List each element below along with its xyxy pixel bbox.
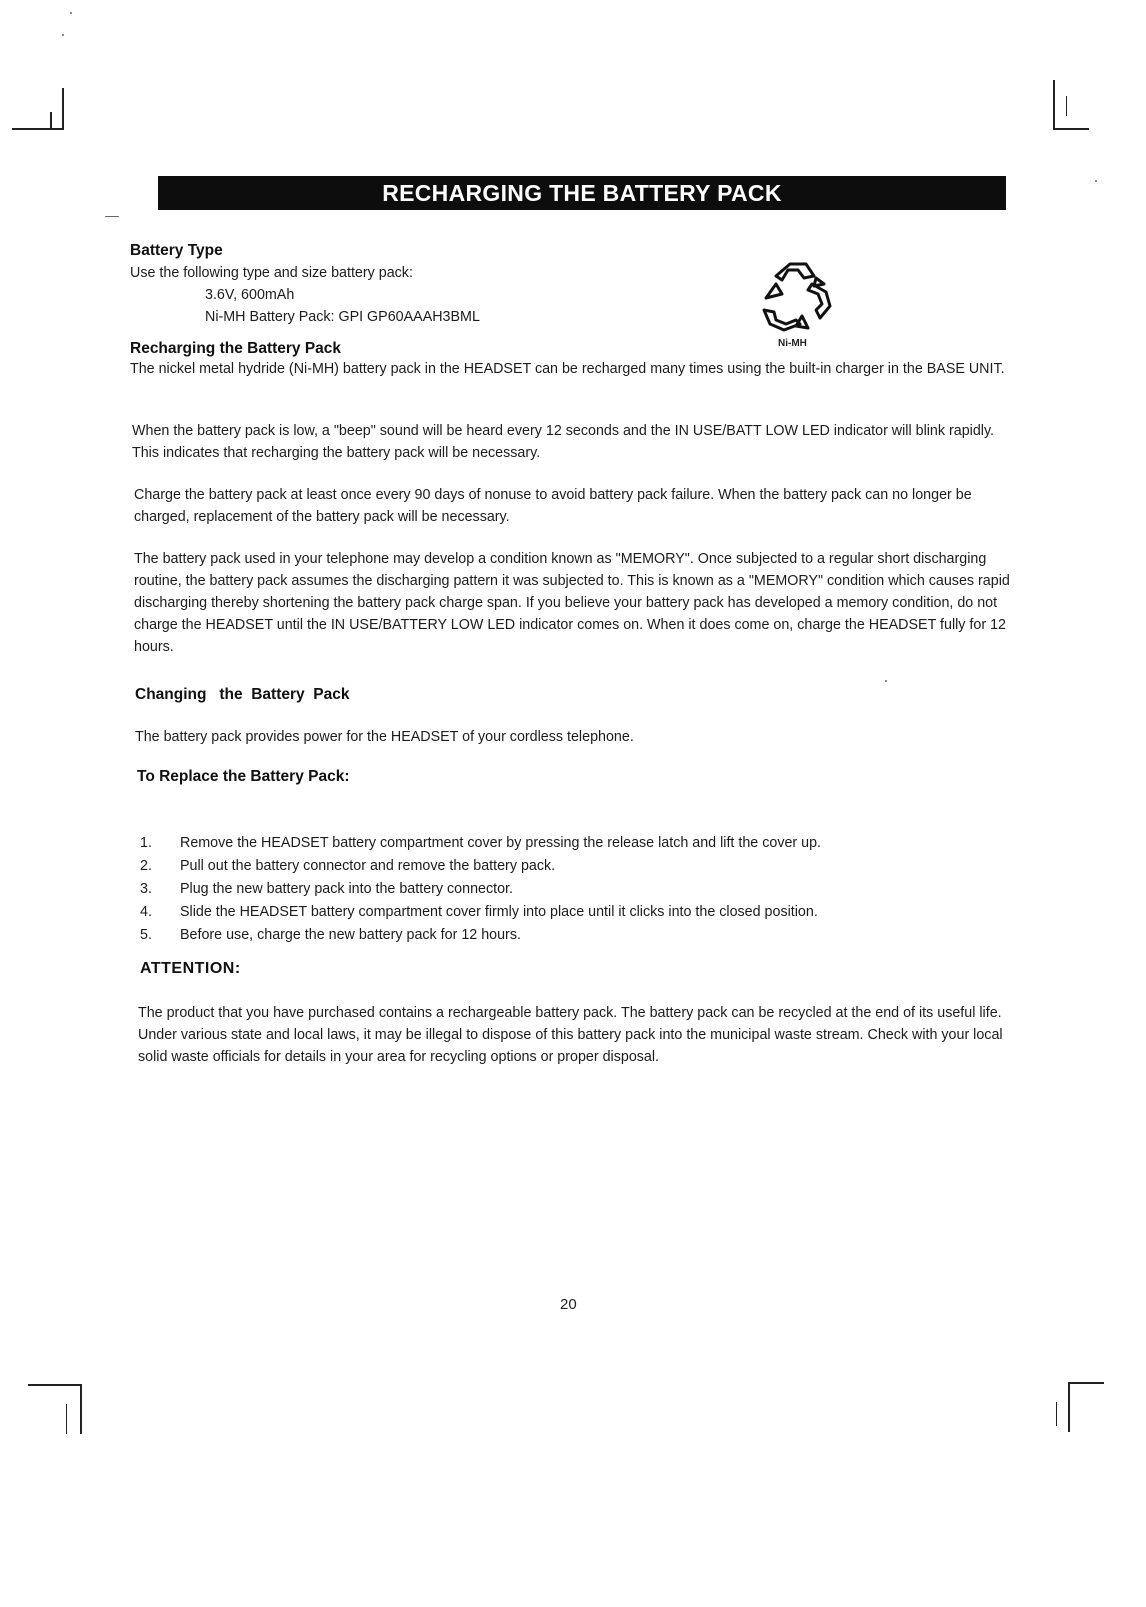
recharging-paragraph-2: When the battery pack is low, a "beep" sound will be heard every 12 seconds and the IN USE/BATT LOW LED indicator will blink rapidly. This indicates that recharging the battery pack will be necessary. [132, 423, 995, 461]
step-text: Plug the new battery pack into the battery connector. [180, 881, 514, 897]
step-text: Slide the HEADSET battery compartment cover firmly into place until it clicks into the closed position. [180, 904, 818, 920]
step-number: 1. [140, 835, 152, 851]
list-item [140, 855, 1020, 878]
list-item [140, 832, 1020, 855]
list-item [140, 901, 1020, 924]
replace-steps-list [140, 832, 1020, 947]
recharging-paragraph-3: Charge the battery pack at least once every 90 days of nonuse to avoid battery pack failure. When the battery pack can no longer be charged, replacement of the battery pack will be necessary. [134, 487, 972, 525]
battery-spec-voltage: 3.6V, 600mAh [205, 287, 295, 303]
battery-type-heading: Battery Type [130, 242, 223, 259]
step-number: 2. [140, 858, 152, 874]
step-number: 4. [140, 904, 152, 920]
recycle-icon [746, 254, 842, 344]
step-number: 5. [140, 927, 152, 943]
changing-paragraph: The battery pack provides power for the HEADSET of your cordless telephone. [135, 729, 634, 745]
section-banner [158, 176, 1006, 210]
page-number: 20 [560, 1296, 577, 1313]
changing-heading: Changing the Battery Pack [135, 686, 350, 703]
battery-type-intro: Use the following type and size battery pack: [130, 265, 413, 281]
replace-heading: To Replace the Battery Pack: [137, 768, 350, 785]
attention-heading: ATTENTION: [140, 960, 241, 977]
step-number: 3. [140, 881, 152, 897]
battery-spec-model: Ni-MH Battery Pack: GPI GP60AAAH3BML [205, 309, 480, 325]
step-text: Pull out the battery connector and remove the battery pack. [180, 858, 556, 874]
step-text: Before use, charge the new battery pack for 12 hours. [180, 927, 521, 943]
attention-paragraph: The product that you have purchased contains a rechargeable battery pack. The battery pack can be recycled at the end of its useful life. Under various state and local laws, it may be illegal to dispose of this battery pack into the municipal waste stream. Check with your local solid waste officials for details in your area for recycling options or proper disposal. [138, 1005, 1003, 1065]
recharging-paragraph-4: The battery pack used in your telephone may develop a condition known as "MEMORY". Once subjected to a regular short discharging routine, the battery pack assumes the discharging pattern it was subjected to. This is known as a "MEMORY" condition which causes rapid discharging thereby shortening the battery pack charge span. If you believe your battery pack has developed a memory condition, do not charge the HEADSET until the IN USE/BATTERY LOW LED indicator comes on. When it does come on, charge the HEADSET fully for 12 hours. [134, 551, 1010, 655]
recharging-heading: Recharging the Battery Pack [130, 340, 342, 357]
nimh-badge-label: Ni-MH [778, 338, 807, 349]
recharging-paragraph-1: The nickel metal hydride (Ni-MH) battery pack in the HEADSET can be recharged many times using the built-in charger in the BASE UNIT. [130, 361, 1005, 377]
step-text: Remove the HEADSET battery compartment cover by pressing the release latch and lift the cover up. [180, 835, 822, 851]
list-item [140, 924, 1020, 947]
banner-title: RECHARGING THE BATTERY PACK [382, 180, 782, 206]
list-item [140, 878, 1020, 901]
